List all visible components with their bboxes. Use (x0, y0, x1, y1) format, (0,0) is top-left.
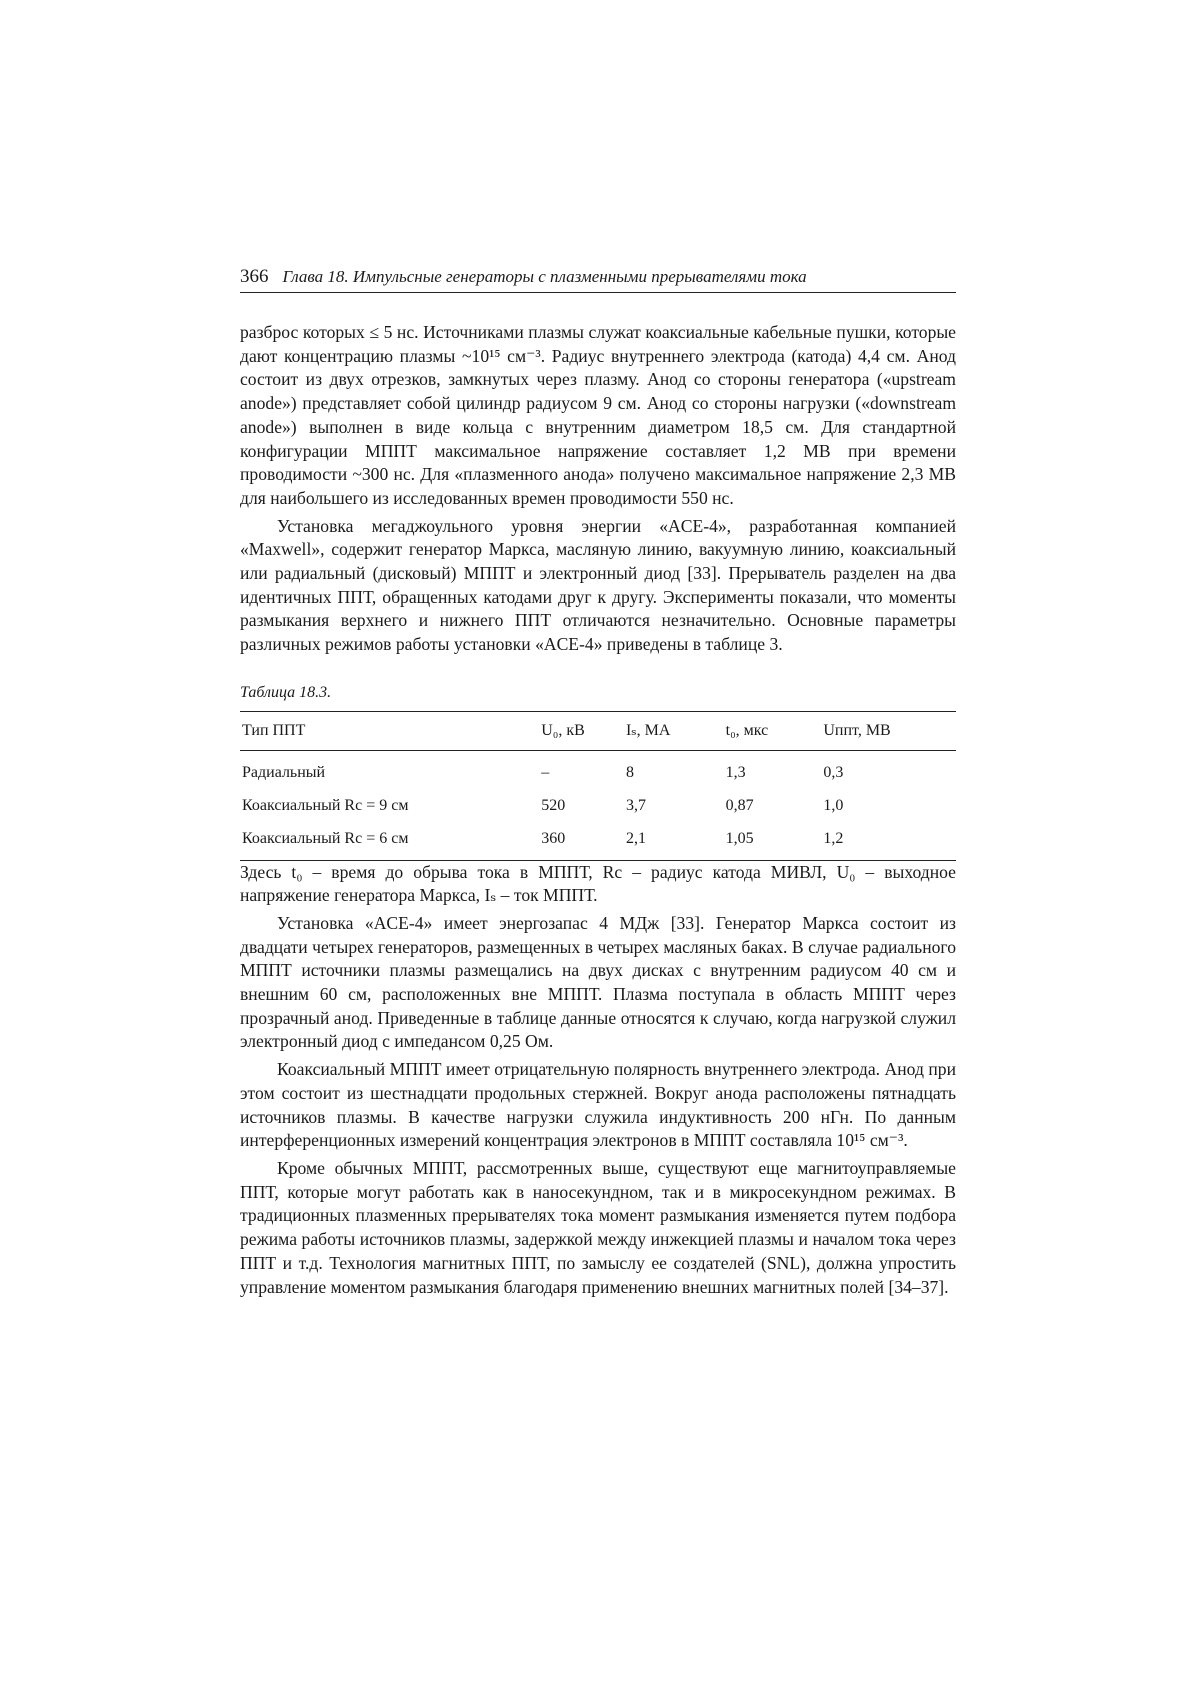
table-row (240, 790, 956, 823)
table-cell: 1,2 (823, 830, 844, 848)
parameters-table (240, 711, 956, 861)
table-cell: 8 (625, 764, 634, 782)
table-cell: 3,7 (625, 797, 646, 815)
table-cell: 2,1 (625, 830, 646, 848)
table-cell: Радиальный (242, 764, 326, 782)
column-header: U₀, кВ (541, 721, 585, 739)
column-header: t₀, мкс (725, 721, 769, 739)
table-cell: 1,0 (823, 797, 844, 815)
table-cell: – (541, 764, 550, 782)
table-caption: Таблица 18.3. (240, 683, 332, 701)
table-cell: 1,3 (725, 764, 746, 782)
body-text (240, 321, 956, 1299)
page-number: 366 (240, 266, 269, 287)
table-cell: 0,3 (823, 764, 844, 782)
paragraph: Установка мегаджоульного уровня энергии «ACE-4», разработанная компанией «Maxwell», содержит генератор Маркса, масляную линию, вакуумную линию, коаксиальный или радиальный (дисковый) МППТ и электронный диод [33]. Прерыватель разделен на два идентичных ППТ, обращенных катодами друг к другу. Эксперименты показали, что моменты размыкания верхнего и нижнего ППТ отличаются незначительно. Основные параметры различных режимов работы установки «ACE-4» приведены в таблице 3. (240, 515, 956, 655)
book-page (240, 266, 956, 1299)
paragraph: Установка «ACE-4» имеет энергозапас 4 МДж [33]. Генератор Маркса состоит из двадцати четырех генераторов, размещенных в четырех масляных баках. В случае радиального МППТ источники плазмы размещались на двух дисках с внутренним радиусом 40 см и внешним 60 см, расположенных вне МППТ. Плазма поступала в область МППТ через прозрачный анод. Приведенные в таблице данные относятся к случаю, когда нагрузкой служил электронный диод с импедансом 0,25 Ом. (240, 912, 956, 1052)
table-cell: 360 (541, 830, 566, 848)
paragraph: Коаксиальный МППТ имеет отрицательную полярность внутреннего электрода. Анод при этом состоит из шестнадцати продольных стержней. Вокруг анода расположены пятнадцать источников плазмы. В качестве нагрузки служила индуктивность 200 нГн. По данным интерференционных измерений концентрация электронов в МППТ составляла 10¹⁵ см⁻³. (240, 1059, 956, 1151)
paragraph: разброс которых ≤ 5 нс. Источниками плазмы служат коаксиальные кабельные пушки, которые дают концентрацию плазмы ~10¹⁵ см⁻³. Радиус внутреннего электрода (катода) 4,4 см. Анод состоит из двух отрезков, замкнутых через плазму. Анод со стороны генератора («upstream anode») представляет собой цилиндр радиусом 9 см. Анод со стороны нагрузки («downstream anode») выполнен в виде кольца с внутренним диаметром 18,5 см. Для стандартной конфигурации МППТ максимальное напряжение составляет 1,2 МВ при времени проводимости ~300 нс. Для «плазменного анода» получено максимальное напряжение 2,3 МВ для наибольшего из исследованных времен проводимости 550 нс. (240, 322, 956, 508)
table-header-row (240, 711, 956, 750)
paragraph: Здесь t₀ – время до обрыва тока в МППТ, Rc – радиус катода МИВЛ, U₀ – выходное напряжение генератора Маркса, Iₛ – ток МППТ. (240, 861, 956, 906)
column-header: Тип ППТ (242, 721, 306, 739)
table-cell: Коаксиальный Rc = 9 см (242, 797, 409, 815)
table-cell: 0,87 (725, 797, 754, 815)
table-cell: 520 (541, 797, 566, 815)
table-cell: Коаксиальный Rc = 6 см (242, 830, 409, 848)
paragraph: Кроме обычных МППТ, рассмотренных выше, существуют еще магнитоуправляемые ППТ, которые могут работать как в наносекундном, так и в микросекундном режимах. В традиционных плазменных прерывателях тока момент размыкания изменяется путем подбора режима работы источников плазмы, задержкой между инжекцией плазмы и началом тока через ППТ и т.д. Технология магнитных ППТ, по замыслу ее создателей (SNL), должна упростить управление моментом размыкания благодаря применению внешних магнитных полей [34–37]. (240, 1157, 956, 1297)
column-header: Uппт, МВ (823, 721, 891, 739)
running-title: Глава 18. Импульсные генераторы с плазменными прерывателями тока (282, 267, 807, 286)
table-row (240, 823, 956, 861)
page-header (240, 266, 956, 293)
table-cell: 1,05 (725, 830, 754, 848)
column-header: Iₛ, МА (625, 721, 671, 739)
table-row (240, 750, 956, 790)
